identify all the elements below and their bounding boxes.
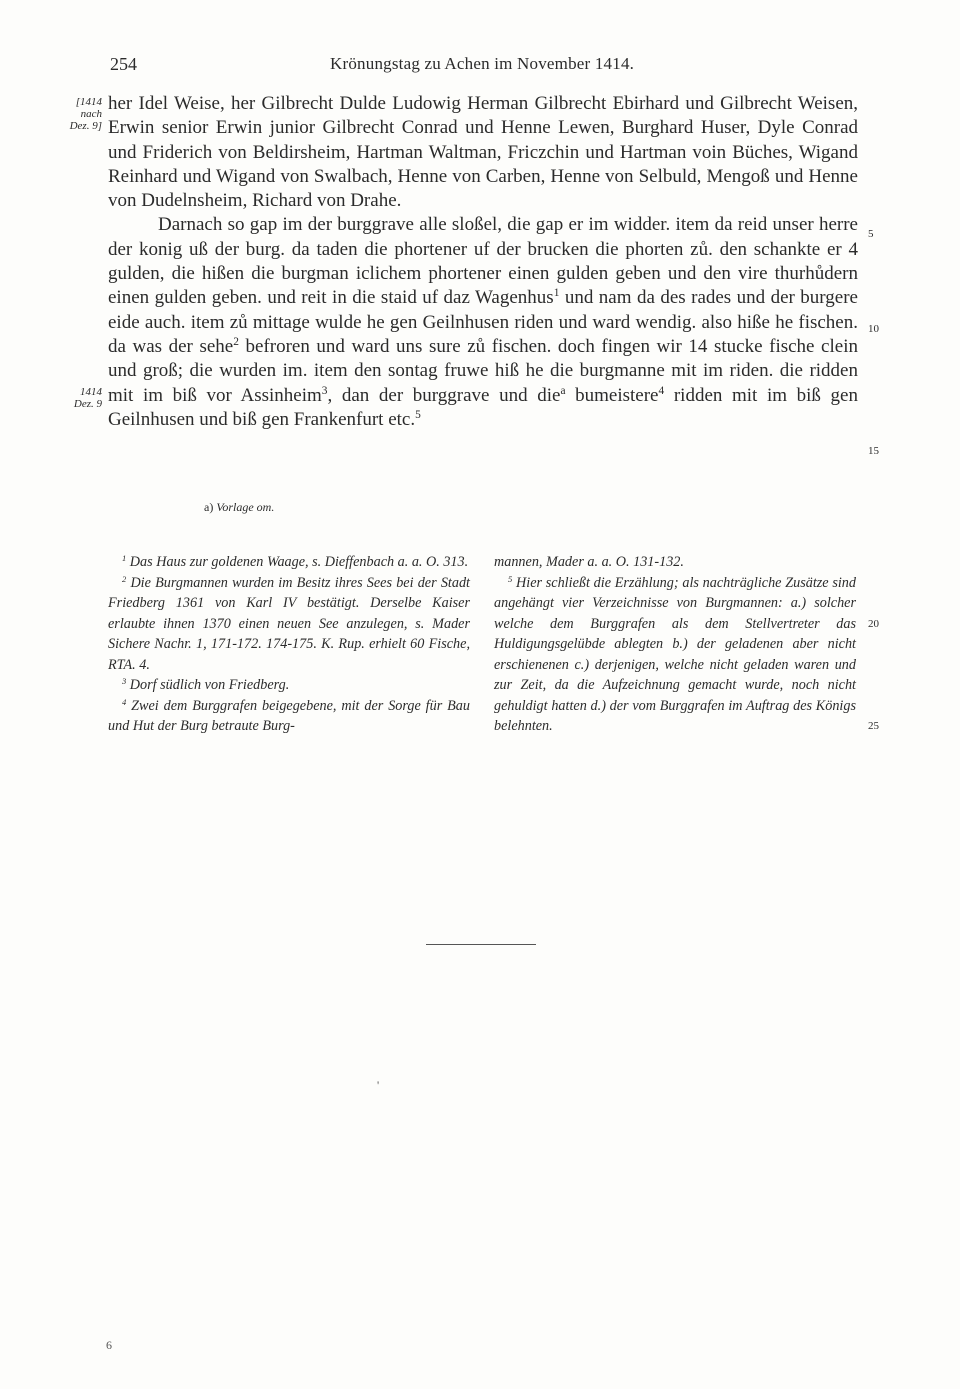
page-number: 254 — [110, 54, 137, 74]
footnotes-right-column — [494, 552, 856, 737]
stray-mark-1: ' — [377, 1078, 380, 1092]
paragraph-2-part-e: bumeistere — [565, 384, 659, 406]
footnote-1 — [108, 552, 470, 573]
paragraph-1: her Idel Weise, her Gilbrecht Dulde Ludowig Herman Gilbrecht Ebirhard und Gilbrecht Weisen, Erwin senior Erwin junior Gilbrecht Conrad und Henne Lewen, Burghard Huser, Dyle Conrad und Friderich von Beldirsheim, Hartman Waltman, Friczchin und Hartman voin Büches, Wigand Reinhard und Wigand von Swalbach, Henne von Carben, Henne von Selbuld, Mengoß und Henne von Dudelnsheim, Richard von Drahe. — [108, 93, 858, 212]
stray-mark-2: 6 — [106, 1338, 112, 1352]
textual-note — [204, 500, 274, 515]
textual-note-label: a) — [204, 500, 214, 514]
footnote-1-number: 1 — [122, 552, 127, 563]
paragraph-2-part-b: und nam da des rades und der burgere eide auch. item zů mittage wulde he gen Geilnhusen riden und ward wendig. also hiße he fischen. da was der sehe — [108, 287, 858, 357]
footnote-1-text: Das Haus zur goldenen Waage, s. Dieffenbach a. a. O. 313. — [126, 554, 469, 570]
footnote-2-text: Die Burgmannen wurden im Besitz ihres Sees bei der Stadt Friedberg 1361 von Karl IV bestätigt. Derselbe Kaiser erlaubte ihnen 1370 einen neuen See anzulegen, s. Mader Sichere Nachr. 1, 171-172. 174-175. K. Rup. erhielt 60 Fische, RTA. 4. — [108, 574, 470, 673]
footnote-marker-5: 5 — [415, 409, 421, 422]
footnote-marker-1: 1 — [553, 287, 560, 300]
running-title: Krönungstag zu Achen im November 1414. — [330, 54, 635, 73]
footnote-4-continuation: mannen, Mader a. a. O. 131-132. — [494, 554, 684, 570]
footnote-5-text: Hier schließt die Erzählung; als nachträgliche Zusätze sind angehängt vier Verzeichnisse von Burgmannen: a.) solcher welche dem Burggrafen als dem Stellvertreter das Huldigungsgelübde ablegten b.) der geladenen aber nicht erschienenen c.) derjenigen, welche nicht geladen waren und zur Zeit, da die Aufzeichnung gemacht wurde, noch nicht gehuldigt hatten d.) der vom Burggrafen im Auftrag des Königs belehnten. — [494, 574, 856, 734]
margin-date-1: [1414 nach Dez. 9] — [69, 96, 102, 132]
textual-note-marker-a: a — [560, 384, 566, 397]
paragraph-2-part-d: , dan der burggrave und die — [327, 384, 561, 406]
main-text — [108, 92, 858, 432]
line-number-20: 20 — [868, 618, 879, 630]
textual-note-text: Vorlage om. — [216, 500, 275, 514]
footnote-4 — [108, 696, 470, 737]
footnote-3 — [108, 675, 470, 696]
footnote-marker-2: 2 — [233, 336, 239, 349]
footnote-marker-4: 4 — [658, 384, 665, 397]
paragraph-2-part-a: Darnach so gap im der burggrave alle sloßel, die gap er im widder. item da reid unser herre der konig uß der burg. da taden die phortener uf der brucken die phorten zů. den schankte er 4 gulden, die hißen die burgman iclichem phortener einen gulden geben und den vire thurhůdern einen gulden geben. und reit in die staid uf daz Wagenhus — [108, 214, 858, 309]
paragraph-2 — [108, 213, 858, 432]
line-number-25: 25 — [868, 720, 879, 732]
footnote-5-number: 5 — [508, 573, 513, 584]
line-number-15: 15 — [868, 445, 879, 457]
footnotes-left-column — [108, 552, 470, 737]
footnote-4-number: 4 — [122, 696, 127, 707]
footnote-5 — [494, 573, 856, 737]
footnote-3-number: 3 — [122, 675, 127, 686]
line-number-10: 10 — [868, 323, 879, 335]
separator-rule — [426, 944, 536, 945]
footnote-2-number: 2 — [122, 573, 127, 584]
margin-date-2: 1414 Dez. 9 — [73, 386, 102, 410]
footnote-3-text: Dorf südlich von Friedberg. — [126, 677, 290, 693]
line-number-5: 5 — [868, 228, 874, 240]
footnote-marker-3: 3 — [321, 384, 328, 397]
paragraph-2-part-f: ridden mit im biß gen Geilnhusen und biß gen Frankenfurt etc. — [108, 384, 858, 430]
footnote-4-text: Zwei dem Burggrafen beigegebene, mit der Sorge für Bau und Hut der Burg betraute Burg- — [108, 697, 470, 734]
footnote-2 — [108, 573, 470, 676]
paragraph-2-part-c: befroren und ward uns sure zů fischen. doch fingen wir 14 stucke fische clein und groß; die wurden im. item den sontag fruwe hiß he die burgmanne mit im riden. die ridden mit im biß vor Assinheim — [108, 335, 858, 406]
